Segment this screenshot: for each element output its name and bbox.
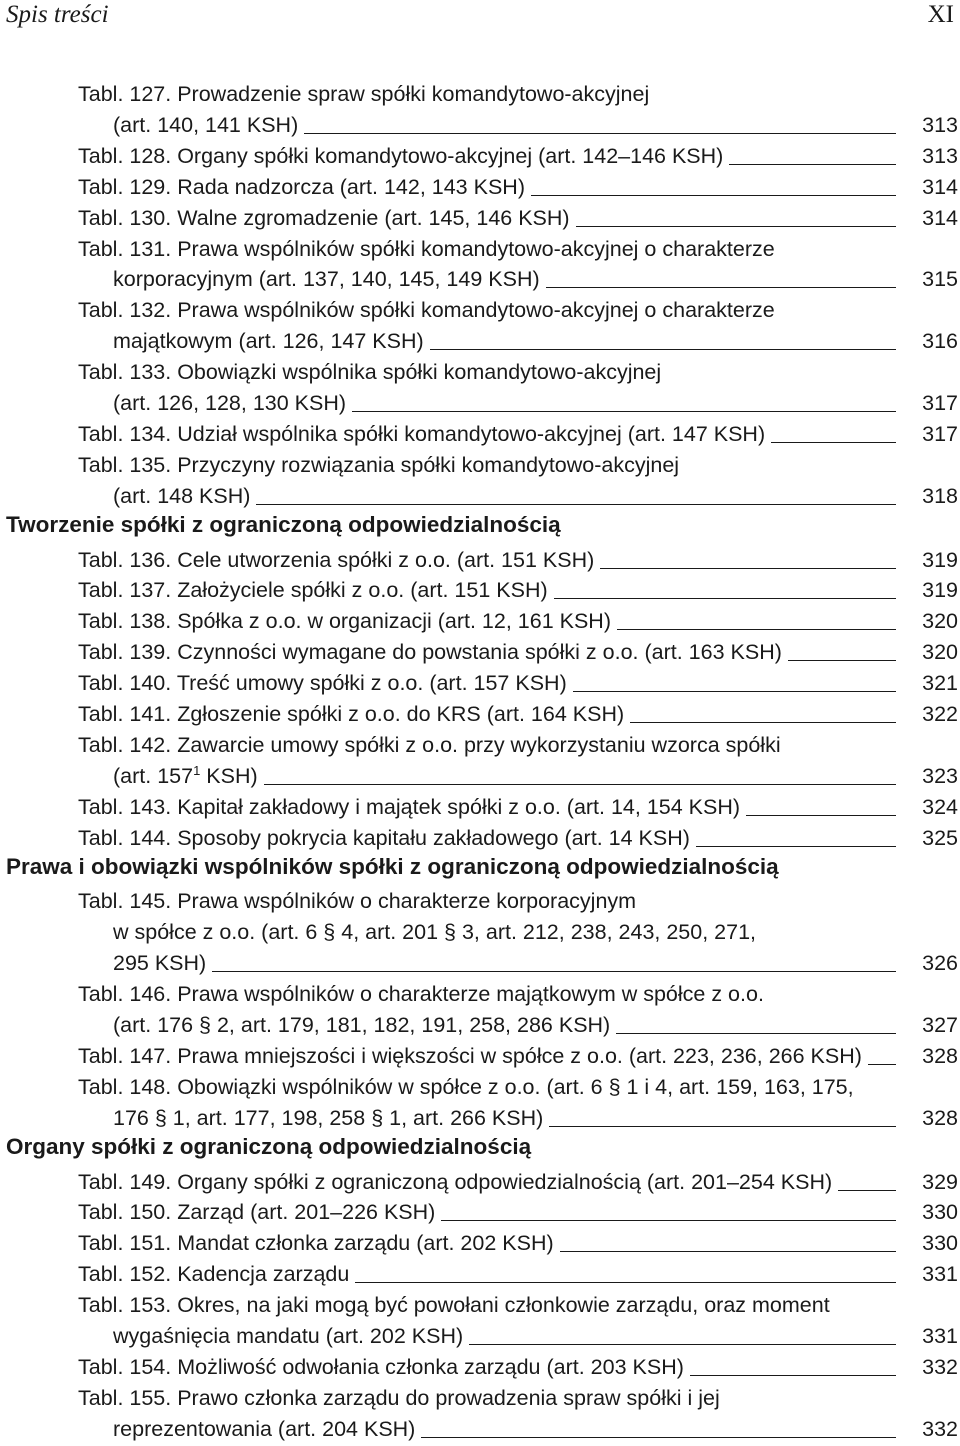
toc-entry [78,886,958,918]
toc-entry-title: Tabl. 141. Zgłoszenie spółki z o.o. do KRS (art. 164 KSH) [78,702,625,726]
dot-leader-line [838,1190,896,1191]
toc-page-number: 314 [922,205,958,230]
toc-page-number: 326 [922,951,958,976]
toc-entry-title: reprezentowania (art. 204 KSH) [113,1416,416,1441]
toc-entry [78,1167,958,1199]
toc-entry [78,545,958,577]
toc-entry-title: Tabl. 137. Założyciele spółki z o.o. (art. 151 KSH) [78,578,548,603]
dot-leader-line [430,349,896,350]
toc-entry-title: wygaśnięcia mandatu (art. 202 KSH) [113,1324,464,1348]
toc-entry-continuation [113,1010,958,1042]
toc-page-number: 332 [922,1416,958,1441]
toc-page-number: 329 [922,1169,958,1194]
toc-entry-title: 176 § 1, art. 177, 198, 258 § 1, art. 266 KSH) [113,1105,544,1130]
toc-entry [78,979,958,1011]
toc-page-number: 318 [922,483,958,508]
toc-entry-title: Tabl. 131. Prawa wspólników spółki komandytowo-akcyjnej o charakterze [78,236,775,261]
toc-entry [78,668,958,700]
toc-entry [78,1352,958,1384]
toc-entry-title: Tabl. 152. Kadencja zarządu [78,1262,350,1287]
superscript: 1 [193,762,201,778]
toc-entry-title: Tabl. 135. Przyczyny rozwiązania spółki komandytowo-akcyjnej [78,452,680,477]
toc-page-number: 328 [922,1105,958,1130]
toc-entry [78,172,958,204]
toc-entry [78,637,958,669]
toc-entry [78,575,958,607]
dot-leader-line [617,629,896,630]
dot-leader-line [696,846,896,847]
dot-leader-line [729,164,896,165]
toc-entry [78,357,958,389]
toc-page-number: 321 [922,671,958,696]
toc-entry [78,234,958,266]
dot-leader-line [573,691,896,692]
toc-page-number: 330 [922,1231,958,1256]
dot-leader-line [421,1437,896,1438]
toc-entry-continuation [113,110,958,142]
toc-entry-title: Tabl. 147. Prawa mniejszości i większości w spółce z o.o. (art. 223, 236, 266 KSH) [78,1043,862,1068]
toc-page-number: 319 [922,578,958,603]
dot-leader-line [264,784,896,785]
toc-entry-title: Tabl. 136. Cele utworzenia spółki z o.o. (art. 151 KSH) [78,547,595,572]
toc-entry-title: Tabl. 155. Prawo członka zarządu do prowadzenia spraw spółki i jej [78,1385,720,1410]
toc-entry [78,1228,958,1260]
toc-entry [78,792,958,824]
toc-page-number: 331 [922,1324,958,1348]
toc-entry-continuation [113,1321,958,1353]
section-heading: Organy spółki z ograniczoną odpowiedzialnością [6,1133,532,1159]
toc-entry [78,141,958,173]
toc-entry [78,295,958,327]
toc-page-number: 330 [922,1200,958,1225]
toc-entry-title: w spółce z o.o. (art. 6 § 4, art. 201 § 3, art. 212, 238, 243, 250, 271, [113,920,757,945]
toc-entry-title: Tabl. 140. Treść umowy spółki z o.o. (art. 157 KSH) [78,671,567,696]
toc-entry-title: (art. 148 KSH) [113,483,251,508]
toc-entry-title: Tabl. 133. Obowiązki wspólnika spółki komandytowo-akcyjnej [78,360,662,385]
toc-page-number: 325 [922,825,958,850]
dot-leader-line [630,722,896,723]
dot-leader-line [355,1282,896,1283]
toc-entry [78,1072,958,1104]
toc-entry-title: Tabl. 149. Organy spółki z ograniczoną odpowiedzialnością (art. 201–254 KSH) [78,1169,833,1194]
toc-entry [78,1259,958,1291]
dot-leader-line [531,195,896,196]
toc-entry [78,450,958,482]
toc-entry-title: (art. $157^1$ KSH) [113,762,258,788]
toc-entry-title: Tabl. 127. Prowadzenie spraw spółki komandytowo-akcyjnej [78,82,650,106]
toc-entry-title: Tabl. 139. Czynności wymagane do powstania spółki z o.o. (art. 163 KSH) [78,640,782,665]
toc-page-number: 317 [922,421,958,446]
toc-entry [78,203,958,235]
toc-entry-title: Tabl. 146. Prawa wspólników o charakterze majątkowym w spółce z o.o. [78,982,764,1007]
toc-page-number: 323 [922,763,958,788]
dot-leader-line [304,133,896,134]
toc-entry-title: majątkowym (art. 126, 147 KSH) [113,329,424,354]
toc-page-number: 317 [922,391,958,415]
toc-entry-title: Tabl. 129. Rada nadzorcza (art. 142, 143 KSH) [78,174,525,199]
toc-entry-continuation [113,388,958,420]
toc-entry-continuation [113,1414,958,1446]
toc-entry [78,730,958,762]
toc-entry-title: Tabl. 153. Okres, na jaki mogą być powołani członkowie zarządu, oraz moment [78,1293,830,1318]
dot-leader-line [788,660,896,661]
toc-entry-continuation [113,326,958,358]
dot-leader-line [868,1064,896,1065]
dot-leader-line [576,226,896,227]
toc-page-number: 322 [922,702,958,726]
toc-page-number: 315 [922,267,958,292]
toc-entry [78,606,958,638]
toc-page-number: 316 [922,329,958,354]
dot-leader-line [771,442,896,443]
toc-entry-continuation [113,264,958,296]
toc-page-number: 319 [922,547,958,572]
toc-page-number: 327 [922,1013,958,1037]
running-head-title: Spis treści [6,1,109,28]
toc-entry-title: Tabl. 144. Sposoby pokrycia kapitału zakładowego (art. 14 KSH) [78,825,690,850]
dot-leader-line [212,971,896,972]
toc-entry [78,1041,958,1073]
toc-entry [78,1197,958,1229]
toc-entry-title: Tabl. 132. Prawa wspólników spółki komandytowo-akcyjnej o charakterze [78,298,775,323]
dot-leader-line [616,1033,896,1034]
toc-entry-title: Tabl. 130. Walne zgromadzenie (art. 145, 146 KSH) [78,205,570,230]
toc-entry-continuation [113,761,958,793]
toc-page-number: 313 [922,112,958,137]
toc-entry-title: Tabl. 134. Udział wspólnika spółki komandytowo-akcyjnej (art. 147 KSH) [78,421,766,446]
toc-entry-title: Tabl. 138. Spółka z o.o. w organizacji (art. 12, 161 KSH) [78,609,611,634]
toc-entry-continuation [113,948,958,980]
dot-leader-line [352,411,896,412]
toc-entry-title: (art. 176 § 2, art. 179, 181, 182, 191, 258, 286 KSH) [113,1013,611,1037]
toc-entry-title: Tabl. 148. Obowiązki wspólników w spółce z o.o. (art. 6 § 1 i 4, art. 159, 163, 175, [78,1074,854,1099]
toc-entry-title: (art. 126, 128, 130 KSH) [113,391,347,415]
dot-leader-line [441,1220,896,1221]
toc-entry [78,699,958,731]
toc-page-number: 328 [922,1043,958,1068]
toc-page-number: 324 [922,794,958,819]
dot-leader-line [690,1375,896,1376]
toc-entry-continuation [113,481,958,513]
toc-entry-title: Tabl. 145. Prawa wspólników o charakterze korporacyjnym [78,889,637,914]
toc-entry-title: Tabl. 128. Organy spółki komandytowo-akcyjnej (art. 142–146 KSH) [78,143,724,168]
dot-leader-line [469,1344,896,1345]
running-head [0,0,960,30]
dot-leader-line [746,815,896,816]
toc-entry-title: Tabl. 154. Możliwość odwołania członka zarządu (art. 203 KSH) [78,1354,684,1379]
toc-page-number: 332 [922,1354,958,1379]
toc-entry-title: Tabl. 143. Kapitał zakładowy i majątek spółki z o.o. (art. 14, 154 KSH) [78,794,741,819]
toc-page-number: 320 [922,640,958,665]
toc-entry [78,823,958,855]
toc-page-number: 331 [922,1262,958,1287]
toc-entry [78,1290,958,1322]
toc-page-number: 313 [922,143,958,168]
toc-entry-title: Tabl. 150. Zarząd (art. 201–226 KSH) [78,1200,436,1225]
dot-leader-line [256,504,896,505]
toc-page-number: 320 [922,609,958,634]
dot-leader-line [600,568,896,569]
toc-entry-title: (art. 140, 141 KSH) [113,112,299,137]
dot-leader-line [549,1126,896,1127]
running-head-page-number: XI [927,1,954,28]
toc-entry [78,1383,958,1415]
toc-entry-title: 295 KSH) [113,951,207,976]
dot-leader-line [546,287,896,288]
dot-leader-line [560,1251,896,1252]
toc-entry [78,419,958,451]
toc-entry-title: Tabl. 142. Zawarcie umowy spółki z o.o. przy wykorzystaniu wzorca spółki [78,732,781,757]
toc-entry-title: Tabl. 151. Mandat członka zarządu (art. 202 KSH) [78,1231,554,1256]
section-heading: Prawa i obowiązki wspólników spółki z ograniczoną odpowiedzialnością [6,853,779,879]
section-heading: Tworzenie spółki z ograniczoną odpowiedzialnością [6,511,561,537]
toc-page-number: 314 [922,174,958,199]
toc-entry-continuation [113,917,958,949]
toc-entry [78,79,958,111]
toc-entry-title: korporacyjnym (art. 137, 140, 145, 149 KSH) [113,267,540,292]
toc-entry-continuation [113,1103,958,1135]
dot-leader-line [554,598,896,599]
